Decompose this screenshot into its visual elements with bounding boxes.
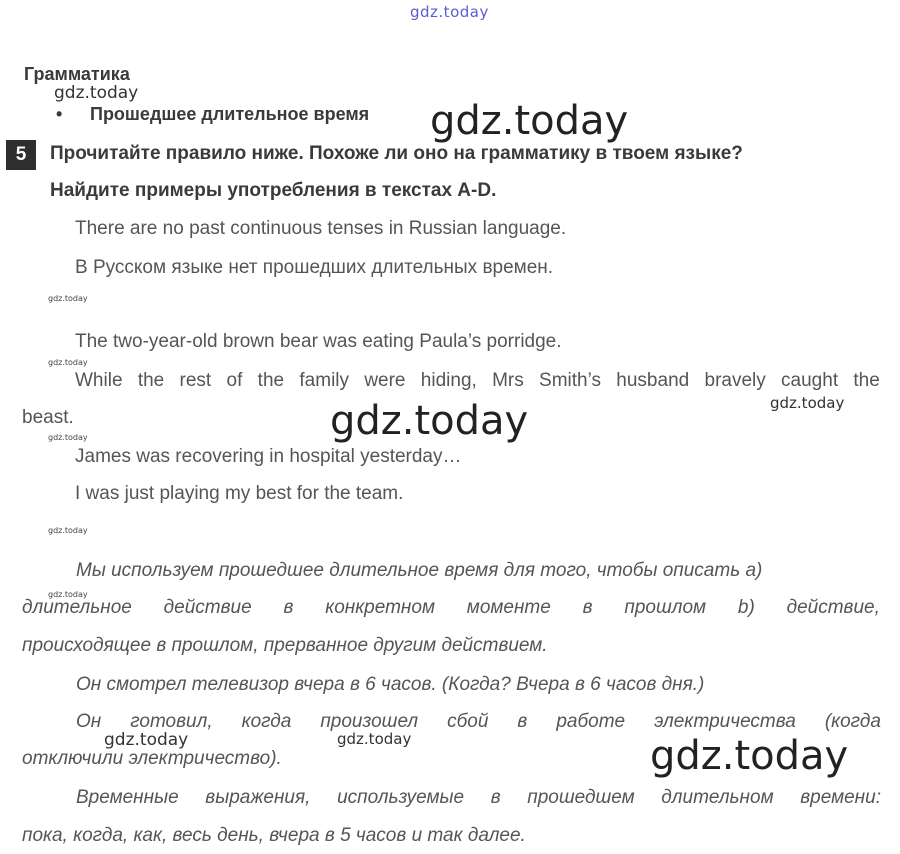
word: выражения,	[205, 787, 311, 808]
watermark: gdz.today	[48, 433, 88, 442]
word: времени:	[800, 787, 881, 808]
watermark: gdz.today	[104, 730, 189, 750]
example-2-line2: beast.	[22, 407, 74, 428]
watermark: gdz.today	[48, 358, 88, 367]
word: готовил,	[130, 711, 213, 732]
word: the	[137, 370, 165, 391]
word: caught	[781, 370, 839, 391]
watermark: gdz.today	[430, 98, 629, 144]
word: Он	[76, 711, 102, 732]
word: в	[283, 597, 294, 618]
word: конкретном	[325, 597, 435, 618]
word: husband	[616, 370, 690, 391]
rule-example-2-line2: отключили электричество).	[22, 748, 282, 769]
word: прошедшем	[527, 787, 635, 808]
watermark: gdz.today	[54, 83, 139, 103]
word: действие	[163, 597, 252, 618]
watermark-top: gdz.today	[410, 3, 489, 21]
word: в	[490, 787, 501, 808]
word: электричества	[654, 711, 796, 732]
task-instruction-line2: Найдите примеры употребления в текстах A-D.	[50, 180, 497, 201]
word: моменте	[466, 597, 551, 618]
word: длительное	[22, 597, 132, 618]
watermark: gdz.today	[48, 526, 88, 535]
watermark: gdz.today	[48, 294, 88, 303]
word: the	[853, 370, 880, 391]
word: bravely	[704, 370, 766, 391]
answer-russian: В Русском языке нет прошедших длительных времен.	[75, 257, 554, 278]
rule-example-1: Он смотрел телевизор вчера в 6 часов. (Когда? Вчера в 6 часов дня.)	[76, 674, 705, 695]
rule-line1: Мы используем прошедшее длительное время для того, чтобы описать a)	[76, 560, 763, 581]
word: rest	[179, 370, 212, 391]
rule-line3: происходящее в прошлом, прерванное другим действием.	[22, 635, 548, 656]
word: сбой	[447, 711, 489, 732]
word: прошлом	[624, 597, 707, 618]
bullet-dot: •	[56, 104, 63, 124]
watermark: gdz.today	[650, 733, 849, 779]
section-title: Грамматика	[24, 64, 130, 84]
task-instruction-line1: Прочитайте правило ниже. Похоже ли оно на грамматику в твоем языке?	[50, 143, 743, 164]
word: the	[257, 370, 285, 391]
word: Smith’s	[539, 370, 601, 391]
word: family	[299, 370, 350, 391]
time-expressions-line1	[76, 787, 881, 809]
watermark: gdz.today	[770, 394, 845, 412]
word: Mrs	[492, 370, 524, 391]
time-expressions-line2: пока, когда, как, весь день, вчера в 5 часов и так далее.	[22, 825, 526, 846]
word: в	[517, 711, 528, 732]
word: когда	[241, 711, 292, 732]
word: hiding,	[420, 370, 477, 391]
example-4: I was just playing my best for the team.	[75, 483, 404, 504]
word: of	[226, 370, 243, 391]
word: Временные	[76, 787, 179, 808]
word: в	[582, 597, 593, 618]
watermark: gdz.today	[330, 398, 529, 444]
answer-english: There are no past continuous tenses in Russian language.	[75, 218, 567, 239]
word: длительном	[661, 787, 774, 808]
example-1: The two-year-old brown bear was eating Paula’s porridge.	[75, 331, 562, 352]
word: произошел	[320, 711, 419, 732]
rule-example-2-line1	[76, 711, 881, 733]
example-2-line1	[75, 370, 880, 392]
word: While	[75, 370, 123, 391]
section-bullet: Прошедшее длительное время	[90, 104, 370, 124]
task-number-badge: 5	[6, 140, 36, 170]
word: действие,	[786, 597, 880, 618]
word: работе	[556, 711, 626, 732]
word: b)	[737, 597, 755, 618]
word: were	[364, 370, 406, 391]
watermark: gdz.today	[48, 590, 88, 599]
rule-line2	[22, 597, 880, 619]
word: используемые	[337, 787, 465, 808]
watermark: gdz.today	[337, 730, 412, 748]
word: (когда	[824, 711, 881, 732]
example-3: James was recovering in hospital yesterday…	[75, 446, 462, 467]
